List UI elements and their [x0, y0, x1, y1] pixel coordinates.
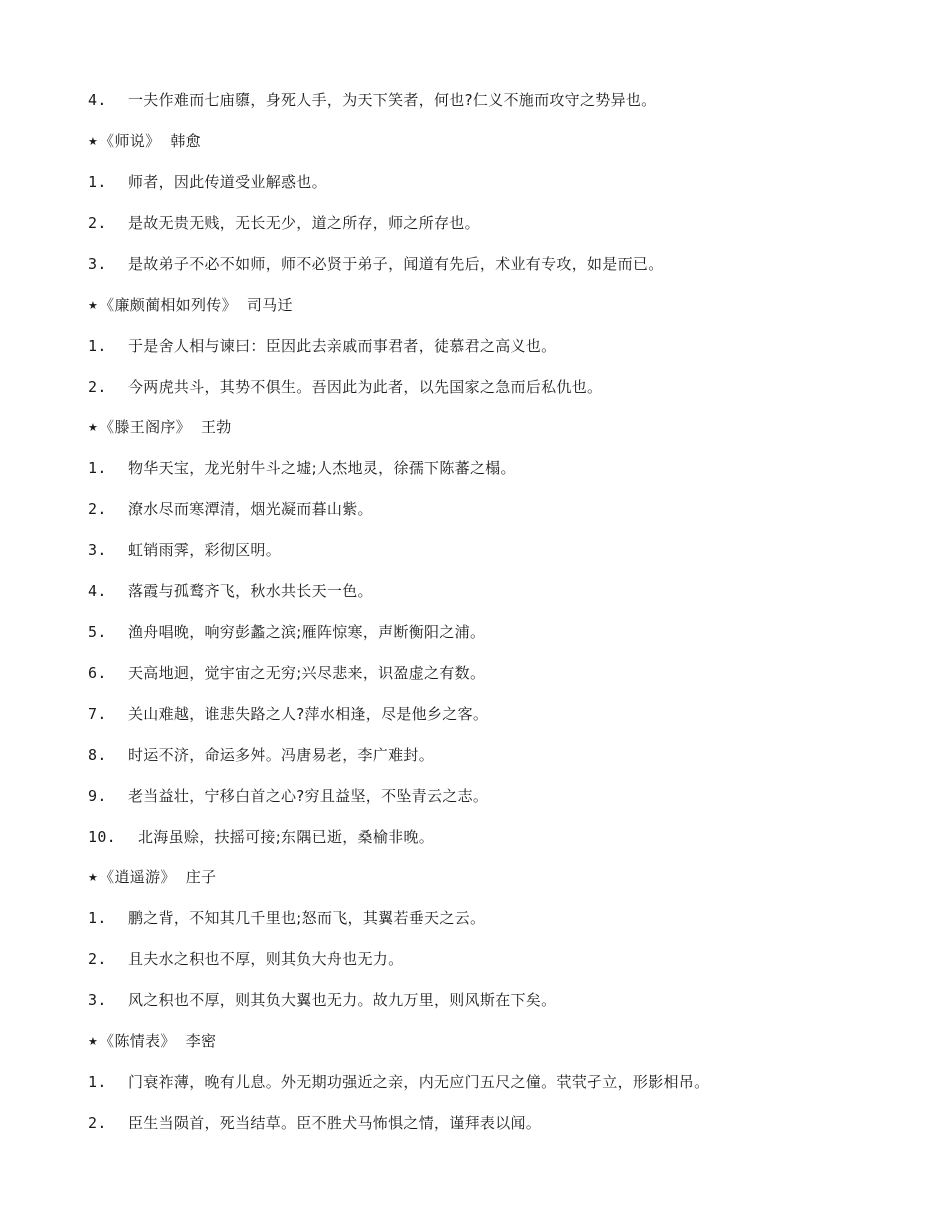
- star-icon: ★: [88, 298, 99, 312]
- star-icon: ★: [88, 870, 99, 884]
- item-number: 8.: [88, 746, 107, 764]
- item-number: 1.: [88, 337, 107, 355]
- section-heading: [88, 866, 216, 888]
- item-number: 9.: [88, 787, 107, 805]
- item-text: 关山难越，谁悲失路之人?萍水相逢，尽是他乡之客。: [128, 705, 489, 723]
- item-number: 2.: [88, 950, 107, 968]
- item-text: 是故无贵无贱，无长无少，道之所存，师之所存也。: [128, 214, 480, 232]
- item-number: 3.: [88, 255, 107, 273]
- item-text: 时运不济，命运多舛。冯唐易老，李广难封。: [128, 746, 435, 764]
- item-number: 2.: [88, 378, 107, 396]
- list-item: [88, 212, 480, 234]
- item-text: 师者，因此传道受业解惑也。: [128, 173, 327, 191]
- list-item: [88, 171, 327, 193]
- list-item: [88, 826, 434, 848]
- list-item: [88, 744, 434, 766]
- item-text: 老当益壮，宁移白首之心?穷且益坚，不坠青云之志。: [128, 787, 489, 805]
- list-item: [88, 621, 485, 643]
- list-item: [88, 948, 403, 970]
- item-text: 门衰祚薄，晚有儿息。外无期功强近之亲，内无应门五尺之僮。茕茕孑立，形影相吊。: [128, 1073, 710, 1091]
- section-title: 《逍遥游》: [99, 868, 176, 886]
- list-item: [88, 89, 656, 111]
- section-author: 庄子: [185, 868, 217, 886]
- list-item: [88, 662, 485, 684]
- section-title: 《陈情表》: [99, 1032, 176, 1050]
- section-author: 王勃: [200, 418, 232, 436]
- section-author: 李密: [185, 1032, 217, 1050]
- item-text: 虹销雨霁，彩彻区明。: [128, 541, 282, 559]
- section-title: 《滕王阁序》: [99, 418, 191, 436]
- item-text: 落霞与孤鹜齐飞，秋水共长天一色。: [128, 582, 373, 600]
- list-item: [88, 907, 485, 929]
- item-text: 渔舟唱晚，响穷彭蠡之滨;雁阵惊寒，声断衡阳之浦。: [128, 623, 486, 641]
- item-text: 臣生当陨首，死当结草。臣不胜犬马怖惧之情，谨拜表以闻。: [128, 1114, 542, 1132]
- list-item: [88, 376, 602, 398]
- item-text: 一夫作难而七庙隳，身死人手，为天下笑者，何也?仁义不施而攻守之势异也。: [128, 91, 657, 109]
- list-item: [88, 703, 488, 725]
- item-number: 7.: [88, 705, 107, 723]
- item-text: 于是舍人相与谏曰：臣因此去亲戚而事君者，徒慕君之高义也。: [128, 337, 557, 355]
- list-item: [88, 580, 373, 602]
- section-author: 韩愈: [170, 132, 201, 150]
- section-heading: [88, 1030, 216, 1052]
- item-number: 6.: [88, 664, 107, 682]
- item-text: 潦水尽而寒潭清，烟光凝而暮山紫。: [128, 500, 373, 518]
- item-text: 物华天宝，龙光射牛斗之墟;人杰地灵，徐孺下陈蕃之榻。: [128, 459, 516, 477]
- item-text: 且夫水之积也不厚，则其负大舟也无力。: [128, 950, 404, 968]
- star-icon: ★: [88, 420, 99, 434]
- item-number: 2.: [88, 1114, 107, 1132]
- item-number: 3.: [88, 541, 107, 559]
- item-number: 10.: [88, 828, 116, 846]
- section-heading: [88, 294, 293, 316]
- item-number: 1.: [88, 909, 107, 927]
- list-item: [88, 989, 556, 1011]
- item-text: 今两虎共斗，其势不俱生。吾因此为此者，以先国家之急而后私仇也。: [128, 378, 603, 396]
- item-number: 1.: [88, 1073, 107, 1091]
- item-text: 是故弟子不必不如师，师不必贤于弟子，闻道有先后，术业有专攻，如是而已。: [128, 255, 664, 273]
- star-icon: ★: [88, 1034, 99, 1048]
- list-item: [88, 1071, 709, 1093]
- item-text: 天高地迥，觉宇宙之无穷;兴尽悲来，识盈虚之有数。: [128, 664, 486, 682]
- item-number: 4.: [88, 582, 107, 600]
- item-text: 北海虽赊，扶摇可接;东隅已逝，桑榆非晚。: [138, 828, 435, 846]
- item-number: 4.: [88, 91, 107, 109]
- list-item: [88, 253, 664, 275]
- list-item: [88, 1112, 541, 1134]
- item-number: 3.: [88, 991, 107, 1009]
- star-icon: ★: [88, 134, 99, 148]
- section-heading: [88, 130, 201, 152]
- item-number: 2.: [88, 500, 107, 518]
- item-text: 鹏之背，不知其几千里也;怒而飞，其翼若垂天之云。: [128, 909, 486, 927]
- item-text: 风之积也不厚，则其负大翼也无力。故九万里，则风斯在下矣。: [128, 991, 557, 1009]
- item-number: 1.: [88, 459, 107, 477]
- list-item: [88, 498, 373, 520]
- list-item: [88, 785, 488, 807]
- item-number: 5.: [88, 623, 107, 641]
- section-title: 《廉颇蔺相如列传》: [99, 296, 237, 314]
- list-item: [88, 335, 556, 357]
- item-number: 1.: [88, 173, 107, 191]
- section-heading: [88, 416, 232, 438]
- list-item: [88, 457, 516, 479]
- section-title: 《师说》: [99, 132, 161, 150]
- section-author: 司马迁: [246, 296, 293, 314]
- list-item: [88, 539, 281, 561]
- item-number: 2.: [88, 214, 107, 232]
